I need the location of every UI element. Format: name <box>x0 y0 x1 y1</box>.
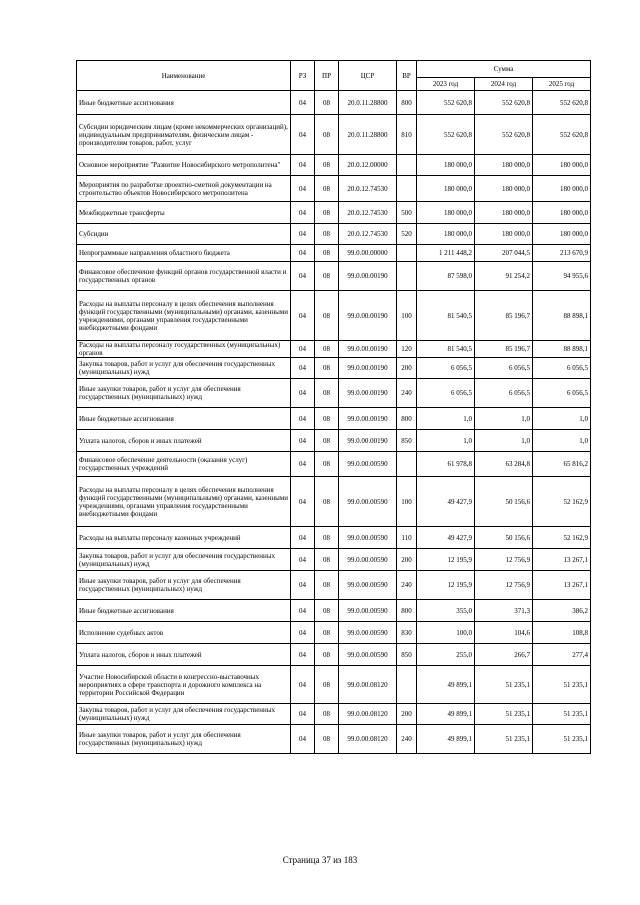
cell-y2: 6 056,5 <box>475 358 533 379</box>
cell-rz: 04 <box>291 224 315 245</box>
table-row <box>77 155 591 176</box>
cell-y2: 12 756,9 <box>475 549 533 571</box>
cell-rz: 04 <box>291 622 315 644</box>
cell-vr: 240 <box>397 379 417 408</box>
cell-y1: 1 211 448,2 <box>417 245 475 262</box>
cell-y3: 552 620,8 <box>533 115 591 155</box>
cell-rz: 04 <box>291 725 315 754</box>
cell-csr: 99.0.00.00590 <box>339 549 397 571</box>
cell-y2: 50 156,6 <box>475 527 533 549</box>
cell-y3: 6 056,5 <box>533 358 591 379</box>
cell-y1: 81 540,5 <box>417 291 475 341</box>
cell-pr: 08 <box>315 704 339 725</box>
cell-csr: 99.0.00.00190 <box>339 291 397 341</box>
cell-y2: 552 620,8 <box>475 91 533 115</box>
cell-pr: 08 <box>315 408 339 430</box>
cell-pr: 08 <box>315 358 339 379</box>
cell-rz: 04 <box>291 155 315 176</box>
table-row <box>77 600 591 622</box>
table-row <box>77 379 591 408</box>
cell-y3: 51 235,1 <box>533 666 591 704</box>
table-row <box>77 666 591 704</box>
cell-rz: 04 <box>291 430 315 452</box>
cell-y1: 61 978,8 <box>417 452 475 477</box>
cell-name: Субсидии юридическим лицам (кроме некоммерческих организаций), индивидуальным предпринимателям, физическим лицам - производителям товаров, работ, услуг <box>77 115 291 155</box>
cell-rz: 04 <box>291 549 315 571</box>
cell-csr: 20.0.12.74530 <box>339 202 397 224</box>
cell-y1: 1,0 <box>417 430 475 452</box>
header-rz: РЗ <box>291 61 315 91</box>
cell-csr: 99.0.00.00190 <box>339 430 397 452</box>
cell-y1: 49 899,1 <box>417 725 475 754</box>
cell-rz: 04 <box>291 571 315 600</box>
cell-vr: 800 <box>397 600 417 622</box>
cell-vr: 200 <box>397 549 417 571</box>
cell-rz: 04 <box>291 477 315 527</box>
page-number: Страница 37 из 183 <box>282 855 358 865</box>
cell-name: Исполнение судебных актов <box>77 622 291 644</box>
cell-pr: 08 <box>315 115 339 155</box>
cell-rz: 04 <box>291 262 315 291</box>
cell-vr: 850 <box>397 644 417 666</box>
cell-pr: 08 <box>315 644 339 666</box>
cell-vr: 110 <box>397 527 417 549</box>
cell-y2: 104,6 <box>475 622 533 644</box>
cell-y3: 180 000,0 <box>533 176 591 202</box>
table-row <box>77 91 591 115</box>
cell-pr: 08 <box>315 430 339 452</box>
header-sum: Сумма <box>417 61 591 78</box>
cell-y3: 180 000,0 <box>533 224 591 245</box>
cell-y2: 266,7 <box>475 644 533 666</box>
table-row <box>77 644 591 666</box>
cell-rz: 04 <box>291 291 315 341</box>
cell-y2: 180 000,0 <box>475 202 533 224</box>
cell-vr: 200 <box>397 358 417 379</box>
cell-y3: 13 267,1 <box>533 571 591 600</box>
cell-y1: 12 195,9 <box>417 571 475 600</box>
table-row <box>77 224 591 245</box>
header-csr: ЦСР <box>339 61 397 91</box>
cell-y1: 180 000,0 <box>417 176 475 202</box>
cell-vr: 800 <box>397 91 417 115</box>
header-vr: ВР <box>397 61 417 91</box>
cell-y2: 85 196,7 <box>475 291 533 341</box>
cell-pr: 08 <box>315 176 339 202</box>
cell-rz: 04 <box>291 115 315 155</box>
cell-rz: 04 <box>291 527 315 549</box>
cell-y3: 6 056,5 <box>533 379 591 408</box>
cell-name: Финансовое обеспечение функций органов государственной власти и государственных органов <box>77 262 291 291</box>
cell-csr: 99.0.00.00190 <box>339 262 397 291</box>
cell-pr: 08 <box>315 725 339 754</box>
cell-name: Расходы на выплаты персоналу государственных (муниципальных) органов <box>77 341 291 358</box>
table-row <box>77 622 591 644</box>
cell-y1: 49 899,1 <box>417 704 475 725</box>
cell-csr: 99.0.00.00000 <box>339 245 397 262</box>
table-row <box>77 477 591 527</box>
cell-rz: 04 <box>291 202 315 224</box>
cell-rz: 04 <box>291 600 315 622</box>
cell-csr: 20.0.12.00000 <box>339 155 397 176</box>
cell-y2: 180 000,0 <box>475 224 533 245</box>
cell-y1: 180 000,0 <box>417 155 475 176</box>
cell-vr: 500 <box>397 202 417 224</box>
cell-vr: 240 <box>397 725 417 754</box>
cell-pr: 08 <box>315 452 339 477</box>
cell-rz: 04 <box>291 704 315 725</box>
table-row <box>77 115 591 155</box>
cell-vr: 800 <box>397 408 417 430</box>
cell-y2: 552 620,8 <box>475 115 533 155</box>
cell-name: Непрограммные направления областного бюджета <box>77 245 291 262</box>
cell-rz: 04 <box>291 245 315 262</box>
table-row <box>77 725 591 754</box>
cell-name: Финансовое обеспечение деятельности (оказания услуг) государственных учреждений <box>77 452 291 477</box>
cell-name: Расходы на выплаты персоналу в целях обеспечения выполнения функций государственными (муниципальными) органами, казенными учреждениями, органами управления государственными внебюджетными фондами <box>77 477 291 527</box>
cell-y3: 180 000,0 <box>533 202 591 224</box>
cell-y3: 51 235,1 <box>533 725 591 754</box>
cell-csr: 99.0.00.00590 <box>339 527 397 549</box>
cell-csr: 99.0.00.00190 <box>339 408 397 430</box>
table-row <box>77 527 591 549</box>
cell-y3: 52 162,9 <box>533 527 591 549</box>
cell-csr: 20.0.11.28800 <box>339 91 397 115</box>
cell-pr: 08 <box>315 379 339 408</box>
cell-name: Участие Новосибирской области в конгрессно-выставочных мероприятиях в сфере транспорта и дорожного комплекса на территории Российской Федерации <box>77 666 291 704</box>
table-row <box>77 704 591 725</box>
cell-name: Иные закупки товаров, работ и услуг для обеспечения государственных (муниципальных) нужд <box>77 571 291 600</box>
cell-y1: 6 056,5 <box>417 379 475 408</box>
table-row <box>77 341 591 358</box>
cell-rz: 04 <box>291 666 315 704</box>
table-row <box>77 245 591 262</box>
cell-y2: 85 196,7 <box>475 341 533 358</box>
cell-rz: 04 <box>291 358 315 379</box>
cell-pr: 08 <box>315 341 339 358</box>
cell-y2: 51 235,1 <box>475 704 533 725</box>
cell-rz: 04 <box>291 408 315 430</box>
cell-y3: 386,2 <box>533 600 591 622</box>
cell-y1: 552 620,8 <box>417 115 475 155</box>
cell-pr: 08 <box>315 666 339 704</box>
cell-pr: 08 <box>315 262 339 291</box>
table-row <box>77 176 591 202</box>
cell-name: Иные бюджетные ассигнования <box>77 91 291 115</box>
cell-y2: 63 284,8 <box>475 452 533 477</box>
table-body <box>77 91 591 754</box>
cell-name: Расходы на выплаты персоналу в целях обеспечения выполнения функций государственными (муниципальными) органами, казенными учреждениями, органами управления государственными внебюджетными фондами <box>77 291 291 341</box>
cell-y2: 91 254,2 <box>475 262 533 291</box>
cell-csr: 99.0.00.00590 <box>339 622 397 644</box>
cell-vr <box>397 245 417 262</box>
cell-pr: 08 <box>315 622 339 644</box>
cell-rz: 04 <box>291 644 315 666</box>
cell-name: Закупка товаров, работ и услуг для обеспечения государственных (муниципальных) нужд <box>77 704 291 725</box>
cell-pr: 08 <box>315 291 339 341</box>
cell-vr: 520 <box>397 224 417 245</box>
cell-y2: 51 235,1 <box>475 725 533 754</box>
cell-pr: 08 <box>315 202 339 224</box>
cell-csr: 99.0.00.08120 <box>339 666 397 704</box>
cell-pr: 08 <box>315 91 339 115</box>
cell-name: Иные закупки товаров, работ и услуг для обеспечения государственных (муниципальных) нужд <box>77 379 291 408</box>
cell-name: Основное мероприятие "Развитие Новосибирского метрополитена" <box>77 155 291 176</box>
table-row <box>77 408 591 430</box>
cell-y3: 1,0 <box>533 430 591 452</box>
cell-y3: 277,4 <box>533 644 591 666</box>
cell-y3: 13 267,1 <box>533 549 591 571</box>
cell-csr: 99.0.00.00190 <box>339 358 397 379</box>
cell-vr: 810 <box>397 115 417 155</box>
cell-y2: 12 756,9 <box>475 571 533 600</box>
cell-vr: 240 <box>397 571 417 600</box>
cell-csr: 20.0.12.74530 <box>339 176 397 202</box>
cell-pr: 08 <box>315 155 339 176</box>
cell-y1: 12 195,9 <box>417 549 475 571</box>
cell-y2: 207 044,5 <box>475 245 533 262</box>
cell-y1: 49 427,9 <box>417 527 475 549</box>
cell-vr: 850 <box>397 430 417 452</box>
cell-csr: 99.0.00.00590 <box>339 644 397 666</box>
cell-csr: 99.0.00.00590 <box>339 477 397 527</box>
cell-vr <box>397 262 417 291</box>
cell-y1: 6 056,5 <box>417 358 475 379</box>
table-row <box>77 358 591 379</box>
cell-name: Иные закупки товаров, работ и услуг для обеспечения государственных (муниципальных) нужд <box>77 725 291 754</box>
cell-csr: 99.0.00.08120 <box>339 725 397 754</box>
cell-y2: 180 000,0 <box>475 176 533 202</box>
cell-vr <box>397 176 417 202</box>
cell-y3: 65 816,2 <box>533 452 591 477</box>
cell-y1: 355,0 <box>417 600 475 622</box>
cell-y3: 1,0 <box>533 408 591 430</box>
cell-rz: 04 <box>291 341 315 358</box>
table-row <box>77 549 591 571</box>
cell-y2: 50 156,6 <box>475 477 533 527</box>
cell-name: Уплата налогов, сборов и иных платежей <box>77 644 291 666</box>
cell-y3: 52 162,9 <box>533 477 591 527</box>
cell-vr: 100 <box>397 477 417 527</box>
cell-y3: 94 955,6 <box>533 262 591 291</box>
cell-pr: 08 <box>315 245 339 262</box>
cell-vr: 120 <box>397 341 417 358</box>
cell-rz: 04 <box>291 379 315 408</box>
cell-y2: 6 056,5 <box>475 379 533 408</box>
cell-y3: 180 000,0 <box>533 155 591 176</box>
cell-y3: 552 620,8 <box>533 91 591 115</box>
cell-csr: 20.0.11.28800 <box>339 115 397 155</box>
cell-y2: 371,3 <box>475 600 533 622</box>
cell-name: Расходы на выплаты персоналу казенных учреждений <box>77 527 291 549</box>
cell-y2: 51 235,1 <box>475 666 533 704</box>
cell-y3: 213 670,9 <box>533 245 591 262</box>
cell-vr <box>397 452 417 477</box>
cell-pr: 08 <box>315 477 339 527</box>
cell-pr: 08 <box>315 527 339 549</box>
cell-y1: 81 540,5 <box>417 341 475 358</box>
cell-name: Субсидии <box>77 224 291 245</box>
cell-pr: 08 <box>315 549 339 571</box>
table-row <box>77 452 591 477</box>
table-row <box>77 262 591 291</box>
cell-vr: 100 <box>397 291 417 341</box>
cell-y3: 108,8 <box>533 622 591 644</box>
cell-csr: 99.0.00.00190 <box>339 341 397 358</box>
cell-y1: 1,0 <box>417 408 475 430</box>
cell-vr: 200 <box>397 704 417 725</box>
cell-vr <box>397 155 417 176</box>
header-year-2024: 2024 год <box>475 78 533 91</box>
cell-vr: 830 <box>397 622 417 644</box>
header-name: Наименование <box>77 61 291 91</box>
cell-name: Уплата налогов, сборов и иных платежей <box>77 430 291 452</box>
cell-csr: 99.0.00.00590 <box>339 571 397 600</box>
cell-y2: 1,0 <box>475 430 533 452</box>
cell-y1: 552 620,8 <box>417 91 475 115</box>
budget-table <box>76 60 591 754</box>
cell-pr: 08 <box>315 571 339 600</box>
cell-csr: 99.0.00.00590 <box>339 452 397 477</box>
cell-y2: 180 000,0 <box>475 155 533 176</box>
table-row <box>77 202 591 224</box>
cell-vr <box>397 666 417 704</box>
cell-csr: 99.0.00.00190 <box>339 379 397 408</box>
cell-rz: 04 <box>291 91 315 115</box>
cell-name: Иные бюджетные ассигнования <box>77 408 291 430</box>
table-row <box>77 291 591 341</box>
cell-name: Мероприятия по разработке проектно-сметной документации на строительство объектов Новосибирского метрополитена <box>77 176 291 202</box>
cell-name: Межбюджетные трансферты <box>77 202 291 224</box>
cell-y1: 87 598,0 <box>417 262 475 291</box>
cell-y2: 1,0 <box>475 408 533 430</box>
cell-y3: 51 235,1 <box>533 704 591 725</box>
cell-pr: 08 <box>315 224 339 245</box>
table-row <box>77 571 591 600</box>
cell-pr: 08 <box>315 600 339 622</box>
table-row <box>77 430 591 452</box>
cell-y1: 255,0 <box>417 644 475 666</box>
cell-y3: 88 898,1 <box>533 291 591 341</box>
cell-rz: 04 <box>291 176 315 202</box>
cell-y1: 49 899,1 <box>417 666 475 704</box>
header-pr: ПР <box>315 61 339 91</box>
header-year-2023: 2023 год <box>417 78 475 91</box>
cell-y1: 49 427,9 <box>417 477 475 527</box>
cell-y1: 180 000,0 <box>417 224 475 245</box>
header-year-2025: 2025 год <box>533 78 591 91</box>
cell-csr: 99.0.00.08120 <box>339 704 397 725</box>
cell-csr: 99.0.00.00590 <box>339 600 397 622</box>
cell-y1: 100,0 <box>417 622 475 644</box>
cell-name: Закупка товаров, работ и услуг для обеспечения государственных (муниципальных) нужд <box>77 358 291 379</box>
cell-name: Закупка товаров, работ и услуг для обеспечения государственных (муниципальных) нужд <box>77 549 291 571</box>
cell-y1: 180 000,0 <box>417 202 475 224</box>
cell-y3: 88 898,1 <box>533 341 591 358</box>
cell-rz: 04 <box>291 452 315 477</box>
cell-name: Иные бюджетные ассигнования <box>77 600 291 622</box>
cell-csr: 20.0.12.74530 <box>339 224 397 245</box>
